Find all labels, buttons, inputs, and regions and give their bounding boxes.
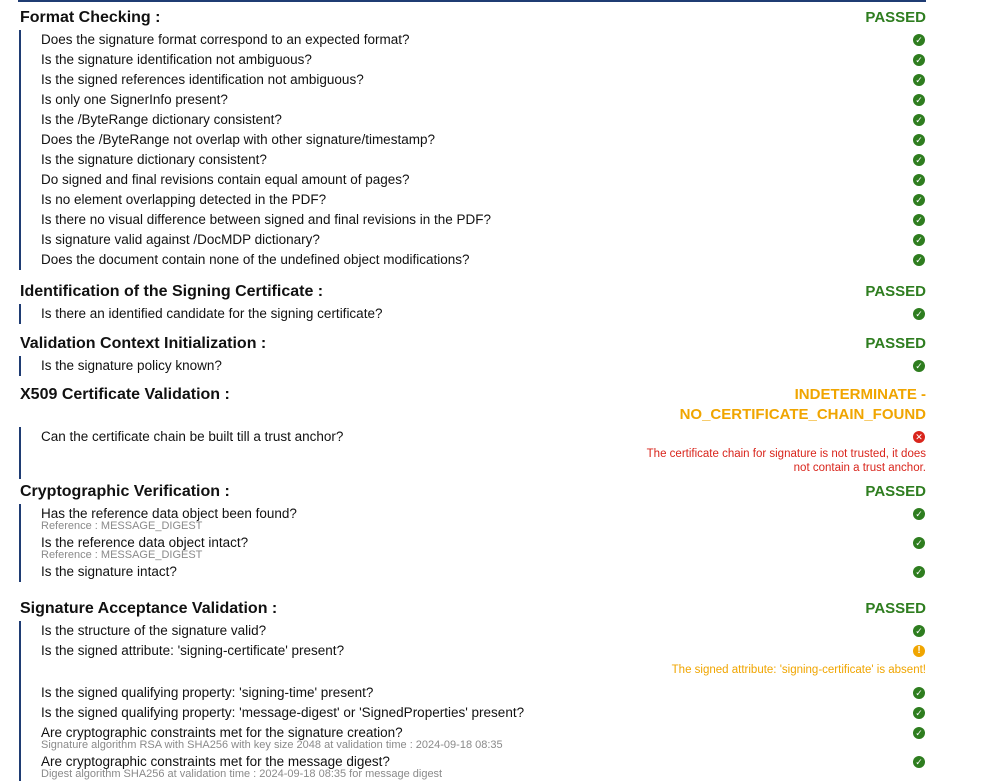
check-item bbox=[21, 70, 926, 90]
check-circle-icon: ✓ bbox=[913, 625, 925, 637]
check-circle-icon: ✓ bbox=[913, 537, 925, 549]
section-validation-context bbox=[20, 334, 926, 376]
check-item bbox=[21, 752, 926, 781]
check-circle-icon: ✓ bbox=[913, 174, 925, 186]
check-question: Is signature valid against /DocMDP dictionary? bbox=[41, 232, 320, 247]
check-list bbox=[19, 30, 926, 270]
check-circle-icon: ✓ bbox=[913, 34, 925, 46]
section-title: X509 Certificate Validation : bbox=[20, 386, 230, 403]
status-line: NO_CERTIFICATE_CHAIN_FOUND bbox=[679, 406, 926, 423]
check-item bbox=[21, 90, 926, 110]
check-question: Is the signed qualifying property: 'signing-time' present? bbox=[41, 685, 374, 700]
section-signature-acceptance-validation bbox=[20, 599, 926, 781]
check-item bbox=[21, 110, 926, 130]
check-list bbox=[19, 304, 926, 324]
section-title: Format Checking : bbox=[20, 9, 161, 26]
section-title: Identification of the Signing Certificate : bbox=[20, 283, 324, 300]
section-title: Signature Acceptance Validation : bbox=[20, 600, 278, 617]
status-badge bbox=[680, 385, 926, 425]
check-item bbox=[21, 230, 926, 250]
check-item bbox=[21, 304, 926, 324]
check-question: Is the /ByteRange dictionary consistent? bbox=[41, 112, 282, 127]
check-circle-icon: ✓ bbox=[913, 360, 925, 372]
check-question: Is there an identified candidate for the signing certificate? bbox=[41, 306, 383, 321]
check-reference: Reference : MESSAGE_DIGEST bbox=[41, 520, 203, 532]
check-circle-icon: ✓ bbox=[913, 727, 925, 739]
check-circle-icon: ✓ bbox=[913, 214, 925, 226]
check-item bbox=[21, 130, 926, 150]
check-question: Is the signed qualifying property: 'message-digest' or 'SignedProperties' present? bbox=[41, 705, 525, 720]
check-question: Are cryptographic constraints met for the message digest? bbox=[41, 754, 390, 769]
error-message-line: The certificate chain for signature is not trusted, it does bbox=[646, 448, 926, 460]
error-circle-icon: ✕ bbox=[913, 431, 925, 443]
section-title: Validation Context Initialization : bbox=[20, 335, 267, 352]
check-list bbox=[19, 356, 926, 376]
check-question: Is the signature policy known? bbox=[41, 358, 222, 373]
check-item bbox=[21, 641, 926, 683]
top-rule bbox=[18, 0, 926, 2]
check-item bbox=[21, 533, 926, 562]
status-badge: PASSED bbox=[865, 9, 926, 26]
check-question: Is no element overlapping detected in the PDF? bbox=[41, 192, 327, 207]
check-question: Is the signed attribute: 'signing-certificate' present? bbox=[41, 643, 345, 658]
status-line: INDETERMINATE - bbox=[794, 386, 926, 403]
check-question: Is the structure of the signature valid? bbox=[41, 623, 267, 638]
check-item bbox=[21, 621, 926, 641]
check-question: Does the signature format correspond to an expected format? bbox=[41, 32, 410, 47]
error-message bbox=[41, 447, 926, 475]
section-format-checking bbox=[20, 8, 926, 270]
check-item bbox=[21, 30, 926, 50]
check-question: Is there no visual difference between signed and final revisions in the PDF? bbox=[41, 212, 492, 227]
warning-message: The signed attribute: 'signing-certificate' is absent! bbox=[671, 664, 926, 676]
check-item bbox=[21, 703, 926, 723]
check-circle-icon: ✓ bbox=[913, 54, 925, 66]
check-circle-icon: ✓ bbox=[913, 234, 925, 246]
check-item bbox=[21, 562, 926, 582]
check-circle-icon: ✓ bbox=[913, 707, 925, 719]
check-reference: Digest algorithm SHA256 at validation time : 2024-09-18 08:35 for message digest bbox=[41, 768, 443, 780]
check-circle-icon: ✓ bbox=[913, 508, 925, 520]
check-circle-icon: ✓ bbox=[913, 134, 925, 146]
check-item bbox=[21, 683, 926, 703]
check-question: Do signed and final revisions contain equal amount of pages? bbox=[41, 172, 410, 187]
check-reference: Signature algorithm RSA with SHA256 with key size 2048 at validation time : 2024-09-18 08:35 bbox=[41, 739, 503, 751]
check-item bbox=[21, 50, 926, 70]
check-circle-icon: ✓ bbox=[913, 194, 925, 206]
check-item bbox=[21, 190, 926, 210]
status-badge: PASSED bbox=[865, 283, 926, 300]
check-item bbox=[21, 210, 926, 230]
check-item bbox=[21, 170, 926, 190]
check-question: Is the reference data object intact? bbox=[41, 535, 249, 550]
check-item bbox=[21, 427, 926, 479]
check-circle-icon: ✓ bbox=[913, 687, 925, 699]
check-circle-icon: ✓ bbox=[913, 74, 925, 86]
check-list bbox=[19, 427, 926, 479]
check-list bbox=[19, 504, 926, 582]
check-reference: Reference : MESSAGE_DIGEST bbox=[41, 549, 203, 561]
section-cryptographic-verification bbox=[20, 482, 926, 582]
check-circle-icon: ✓ bbox=[913, 154, 925, 166]
check-question: Is the signature dictionary consistent? bbox=[41, 152, 267, 167]
error-message-line: not contain a trust anchor. bbox=[793, 462, 926, 474]
check-item bbox=[21, 723, 926, 752]
check-circle-icon: ✓ bbox=[913, 114, 925, 126]
check-question: Has the reference data object been found? bbox=[41, 506, 297, 521]
status-badge: PASSED bbox=[865, 600, 926, 617]
check-question: Are cryptographic constraints met for the signature creation? bbox=[41, 725, 403, 740]
check-question: Can the certificate chain be built till a trust anchor? bbox=[41, 429, 344, 444]
check-item bbox=[21, 356, 926, 376]
check-item bbox=[21, 504, 926, 533]
check-item bbox=[21, 250, 926, 270]
check-circle-icon: ✓ bbox=[913, 756, 925, 768]
warning-circle-icon: ! bbox=[913, 645, 925, 657]
check-question: Does the /ByteRange not overlap with other signature/timestamp? bbox=[41, 132, 435, 147]
check-question: Is the signature intact? bbox=[41, 564, 177, 579]
section-signing-certificate-identification bbox=[20, 282, 926, 324]
check-question: Does the document contain none of the undefined object modifications? bbox=[41, 252, 470, 267]
check-item bbox=[21, 150, 926, 170]
section-title: Cryptographic Verification : bbox=[20, 483, 230, 500]
check-circle-icon: ✓ bbox=[913, 308, 925, 320]
check-circle-icon: ✓ bbox=[913, 566, 925, 578]
section-x509-certificate-validation bbox=[20, 385, 926, 479]
check-list bbox=[19, 621, 926, 781]
check-circle-icon: ✓ bbox=[913, 94, 925, 106]
check-question: Is the signature identification not ambiguous? bbox=[41, 52, 312, 67]
check-question: Is the signed references identification not ambiguous? bbox=[41, 72, 364, 87]
status-badge: PASSED bbox=[865, 335, 926, 352]
status-badge: PASSED bbox=[865, 483, 926, 500]
check-question: Is only one SignerInfo present? bbox=[41, 92, 228, 107]
check-circle-icon: ✓ bbox=[913, 254, 925, 266]
